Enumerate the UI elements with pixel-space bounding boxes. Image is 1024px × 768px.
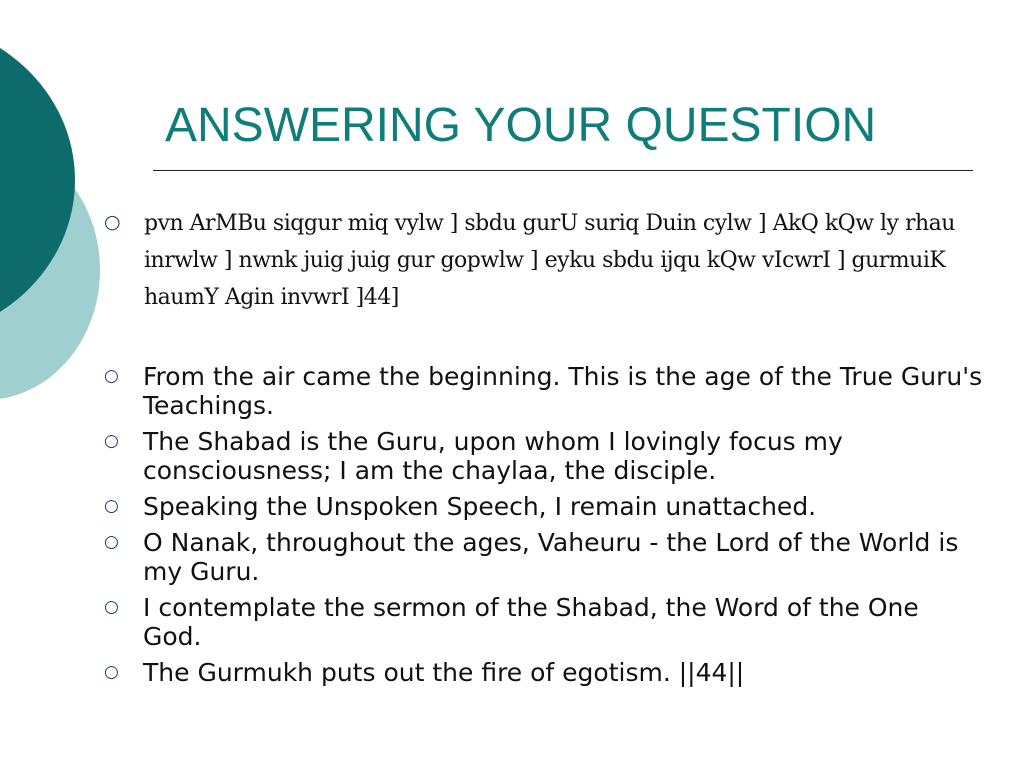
gurmukhi-verse: [104, 205, 964, 316]
gurmukhi-verse-text: pvn ArMBu siqgur miq vylw ] sbdu gurU suriq Duin cylw ] AkQ kQw ly rhau inrwlw ] nwnk juig juig gur gopwlw ] eyku sbdu ijqu kQw vIcwrI ] gurmuiK haumY Agin invwrI ]44]: [144, 211, 955, 310]
translation-item-text: Speaking the Unspoken Speech, I remain unattached.: [143, 492, 817, 521]
slide-title: ANSWERING YOUR QUESTION: [165, 99, 877, 152]
translation-item: [104, 492, 984, 521]
translation-item-text: The Shabad is the Guru, upon whom I lovingly focus my consciousness; I am the chaylaa, the disciple.: [143, 427, 843, 485]
translation-item: [104, 427, 984, 485]
translation-item: [104, 658, 984, 687]
translation-item: [104, 528, 984, 586]
translation-item-text: O Nanak, throughout the ages, Vaheuru - the Lord of the World is my Guru.: [143, 528, 959, 586]
translation-item-text: The Gurmukh puts out the fire of egotism. ||44||: [143, 658, 745, 687]
circle-bullet-icon: ○: [104, 662, 119, 682]
translation-item-text: I contemplate the sermon of the Shabad, the Word of the One God.: [143, 593, 919, 651]
title-divider: [153, 170, 973, 171]
circle-bullet-icon: ○: [104, 597, 119, 617]
translation-item: [104, 593, 984, 651]
circle-bullet-icon: ○: [104, 496, 119, 516]
circle-bullet-icon: ○: [104, 431, 119, 451]
translation-item: [104, 362, 984, 420]
translation-item-text: From the air came the beginning. This is the age of the True Guru's Teachings.: [143, 362, 983, 420]
circle-bullet-icon: ○: [104, 211, 121, 233]
translation-list: [104, 362, 984, 694]
circle-bullet-icon: ○: [104, 366, 119, 386]
circle-bullet-icon: ○: [104, 532, 119, 552]
